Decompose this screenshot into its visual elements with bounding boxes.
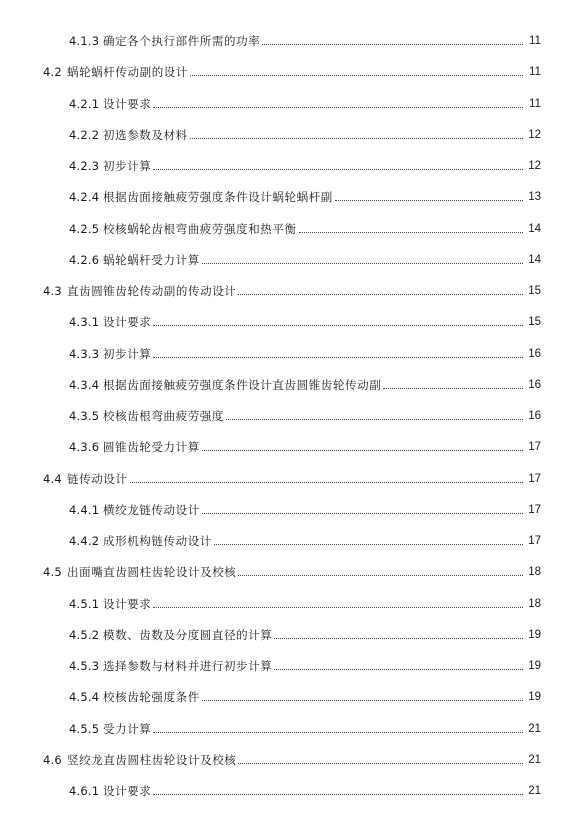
dot-leader [153, 606, 523, 608]
dot-leader [190, 137, 523, 139]
toc-entry-title: 蜗轮蜗杆受力计算 [103, 252, 200, 267]
dot-leader [153, 324, 523, 326]
toc-entry-title: 初步计算 [103, 159, 152, 173]
toc-subsection-entry[interactable] [69, 497, 541, 517]
toc-entry-number: 4.5.5 [69, 721, 100, 736]
toc-entry-title: 链传动设计 [67, 471, 128, 486]
toc-entry-page-number: 16 [528, 410, 541, 422]
toc-entry-number: 4.6.1 [69, 784, 100, 798]
toc-section-entry[interactable] [43, 466, 541, 486]
toc-entry-number: 4.2.6 [69, 252, 100, 267]
toc-subsection-entry[interactable] [69, 778, 541, 798]
dot-leader [153, 356, 523, 358]
toc-entry-title: 直齿圆锥齿轮传动副的传动设计 [67, 284, 237, 298]
toc-entry-number: 4.4.2 [69, 534, 100, 548]
toc-entry-number: 4.5 [43, 565, 62, 580]
toc-subsection-entry[interactable] [69, 528, 541, 548]
dot-leader [262, 43, 523, 45]
toc-entry-title: 横绞龙链传动设计 [103, 502, 200, 517]
toc-entry-page-number: 17 [528, 503, 541, 516]
toc-entry-title: 圆锥齿轮受力计算 [103, 440, 200, 455]
toc-section-entry[interactable] [43, 559, 541, 579]
toc-entry-number: 4.3.1 [69, 315, 100, 330]
toc-entry-page-number: 21 [528, 753, 541, 766]
toc-entry-number: 4.5.1 [69, 596, 100, 611]
toc-section-entry[interactable] [43, 278, 541, 298]
toc-entry-page-number: 12 [528, 128, 541, 141]
toc-entry-page-number: 18 [528, 566, 541, 579]
dot-leader [299, 231, 523, 233]
toc-entry-title: 根据齿面接触疲劳强度条件设计直齿圆锥齿轮传动副 [103, 377, 382, 392]
toc-subsection-entry[interactable] [69, 91, 541, 111]
dot-leader [274, 668, 523, 670]
dot-leader [202, 449, 523, 451]
toc-entry-page-number: 21 [528, 785, 541, 797]
toc-entry-number: 4.3.6 [69, 440, 100, 455]
dot-leader [202, 262, 523, 264]
toc-entry-page-number: 18 [528, 597, 541, 610]
toc-entry-number: 4.5.3 [69, 659, 100, 673]
dot-leader [153, 731, 523, 733]
dot-leader [214, 543, 523, 545]
toc-subsection-entry[interactable] [69, 372, 541, 392]
toc-entry-number: 4.4.1 [69, 502, 100, 517]
toc-entry-title: 根据齿面接触疲劳强度条件设计蜗轮蜗杆副 [103, 190, 333, 205]
toc-entry-number: 4.6 [43, 752, 62, 767]
toc-entry-page-number: 16 [528, 347, 541, 360]
dot-leader [190, 74, 523, 76]
dot-leader [238, 762, 523, 764]
toc-entry-title: 设计要求 [103, 96, 152, 111]
dot-leader [238, 574, 523, 576]
dot-leader [238, 293, 523, 295]
toc-subsection-entry[interactable] [69, 653, 541, 673]
toc-subsection-entry[interactable] [69, 716, 541, 736]
toc-entry-page-number: 17 [528, 535, 541, 547]
toc-entry-number: 4.2.3 [69, 159, 100, 173]
toc-entry-title: 设计要求 [103, 315, 152, 330]
toc-entry-number: 4.5.2 [69, 627, 100, 642]
dot-leader [153, 793, 523, 795]
toc-entry-title: 蜗轮蜗杆传动副的设计 [67, 65, 188, 80]
toc-section-entry[interactable] [43, 59, 541, 79]
dot-leader [226, 418, 523, 420]
toc-entry-title: 出面嘴直齿圆柱齿轮设计及校核 [67, 565, 237, 580]
toc-entry-page-number: 11 [529, 35, 541, 47]
toc-entry-number: 4.5.4 [69, 690, 100, 705]
toc-subsection-entry[interactable] [69, 122, 541, 142]
dot-leader [383, 387, 523, 389]
dot-leader [202, 512, 523, 514]
toc-entry-title: 受力计算 [103, 721, 152, 736]
toc-entry-page-number: 14 [528, 253, 541, 266]
toc-entry-number: 4.1.3 [69, 34, 100, 48]
toc-entry-title: 设计要求 [103, 596, 152, 611]
toc-entry-title: 模数、齿数及分度圆直径的计算 [103, 627, 273, 642]
toc-entry-title: 选择参数与材料并进行初步计算 [103, 659, 273, 673]
toc-entry-title: 成形机构链传动设计 [103, 534, 212, 548]
toc-subsection-entry[interactable] [69, 153, 541, 173]
toc-subsection-entry[interactable] [69, 309, 541, 329]
toc-entry-page-number: 21 [528, 722, 541, 735]
toc-subsection-entry[interactable] [69, 434, 541, 454]
toc-subsection-entry[interactable] [69, 28, 541, 48]
toc-entry-title: 竖绞龙直齿圆柱齿轮设计及校核 [67, 752, 237, 767]
toc-entry-page-number: 15 [528, 285, 541, 297]
toc-subsection-entry[interactable] [69, 247, 541, 267]
toc-entry-page-number: 14 [528, 222, 541, 235]
dot-leader [274, 637, 523, 639]
toc-entry-page-number: 11 [529, 66, 541, 79]
dot-leader [153, 106, 523, 108]
dot-leader [202, 699, 523, 701]
dot-leader [335, 199, 523, 201]
toc-subsection-entry[interactable] [69, 216, 541, 236]
toc-section-entry[interactable] [43, 747, 541, 767]
toc-entry-title: 设计要求 [103, 784, 152, 798]
toc-entry-title: 确定各个执行部件所需的功率 [103, 34, 261, 48]
toc-subsection-entry[interactable] [69, 403, 541, 423]
toc-entry-title: 校核蜗轮齿根弯曲疲劳强度和热平衡 [103, 221, 297, 236]
toc-entry-number: 4.2.1 [69, 96, 100, 111]
toc-entry-number: 4.2.2 [69, 127, 100, 142]
toc-entry-number: 4.3.3 [69, 346, 100, 361]
toc-entry-page-number: 17 [528, 472, 541, 485]
toc-entry-title: 初选参数及材料 [103, 127, 188, 142]
toc-entry-number: 4.2.5 [69, 221, 100, 236]
toc-entry-number: 4.3 [43, 284, 62, 298]
toc-subsection-entry[interactable] [69, 684, 541, 704]
dot-leader [130, 481, 524, 483]
toc-subsection-entry[interactable] [69, 622, 541, 642]
toc-entry-page-number: 11 [529, 97, 541, 110]
toc-entry-title: 校核齿根弯曲疲劳强度 [103, 409, 224, 423]
toc-entry-title: 初步计算 [103, 346, 152, 361]
toc-entry-title: 校核齿轮强度条件 [103, 690, 200, 705]
dot-leader [153, 168, 523, 170]
toc-entry-number: 4.2.4 [69, 190, 100, 205]
toc-entry-page-number: 13 [528, 191, 541, 204]
toc-entry-page-number: 12 [528, 160, 541, 172]
toc-entry-page-number: 19 [528, 691, 541, 704]
toc-subsection-entry[interactable] [69, 591, 541, 611]
toc-subsection-entry[interactable] [69, 184, 541, 204]
toc-entry-page-number: 16 [528, 378, 541, 391]
toc-entry-number: 4.2 [43, 65, 62, 80]
toc-entry-page-number: 19 [528, 660, 541, 672]
toc-entry-page-number: 15 [528, 316, 541, 329]
toc-entry-page-number: 17 [528, 441, 541, 454]
toc-entry-page-number: 19 [528, 628, 541, 641]
toc-entry-number: 4.3.5 [69, 409, 100, 423]
toc-entry-number: 4.3.4 [69, 377, 100, 392]
toc-entry-number: 4.4 [43, 471, 62, 486]
toc-subsection-entry[interactable] [69, 341, 541, 361]
